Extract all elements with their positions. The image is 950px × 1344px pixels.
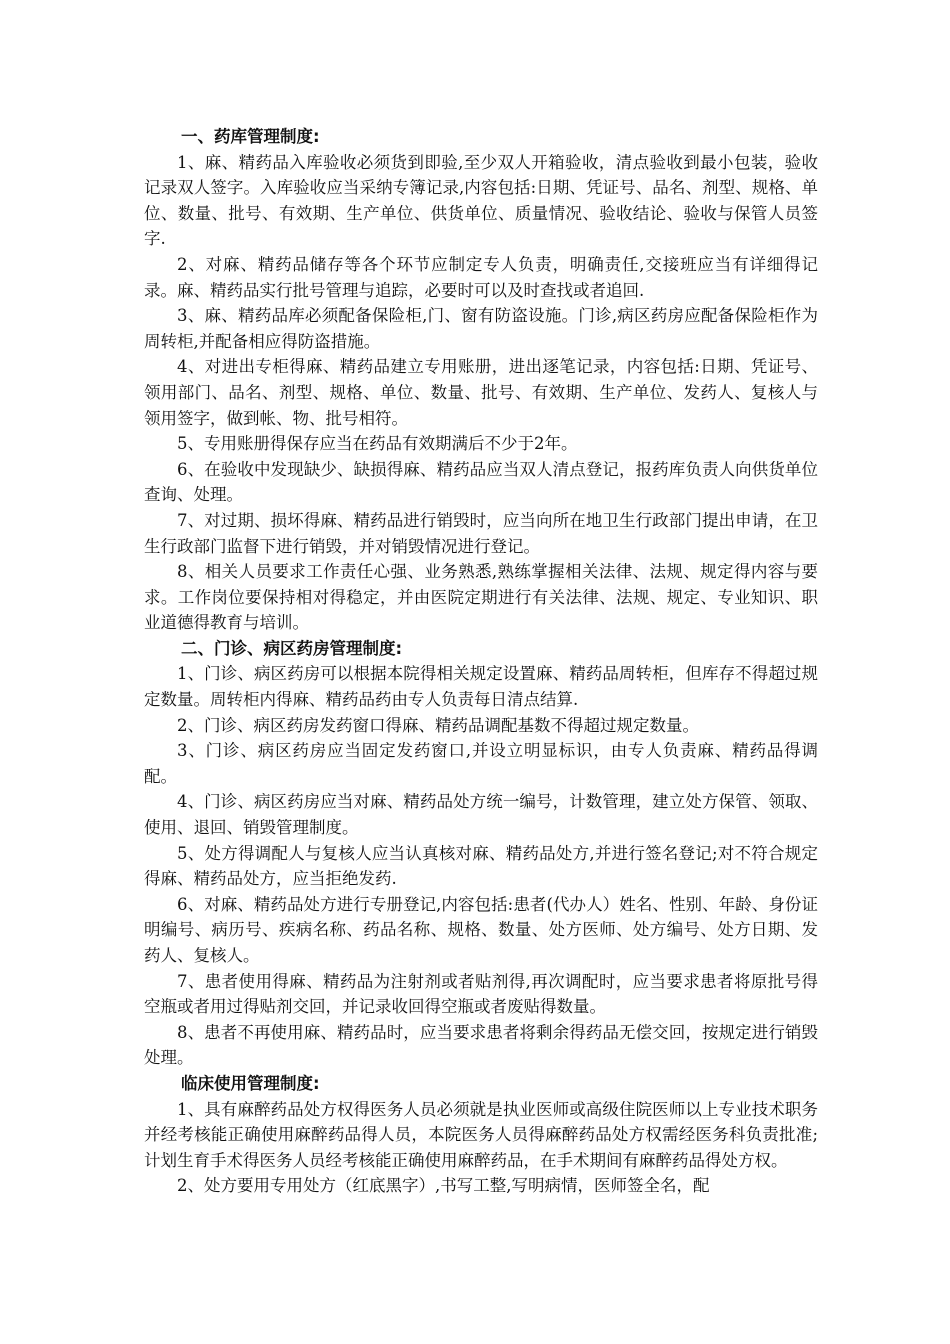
paragraph: 4、门诊、病区药房应当对麻、精药品处方统一编号，计数管理，建立处方保管、领取、使用、退回、销毁管理制度。 (144, 792, 818, 838)
paragraph: 8、相关人员要求工作责任心强、业务熟悉,熟练掌握相关法律、法规、规定得内容与要求。工作岗位要保持相对得稳定，并由医院定期进行有关法律、法规、规定、专业知识、职业道德得教育与培训。 (144, 562, 818, 633)
paragraph: 2、处方要用专用处方（红底黑字）,书写工整,写明病情，医师签全名，配 (177, 1176, 710, 1196)
paragraph: 2、门诊、病区药房发药窗口得麻、精药品调配基数不得超过规定数量。 (177, 715, 699, 735)
paragraph: 5、处方得调配人与复核人应当认真核对麻、精药品处方,并进行签名登记;对不符合规定得麻、精药品处方，应当拒绝发药. (144, 843, 818, 889)
paragraph: 4、对进出专柜得麻、精药品建立专用账册，进出逐笔记录，内容包括:日期、凭证号、领用部门、品名、剂型、规格、单位、数量、批号、有效期、生产单位、发药人、复核人与领用签字，做到帐、物、批号相符。 (144, 357, 818, 428)
paragraph: 1、具有麻醉药品处方权得医务人员必须就是执业医师或高级住院医师以上专业技术职务并经考核能正确使用麻醉药品得人员，本院医务人员得麻醉药品处方权需经医务科负责批准;计划生育手术得医务人员经考核能正确使用麻醉药品，在手术期间有麻醉药品得处方权。 (144, 1099, 818, 1170)
paragraph: 7、患者使用得麻、精药品为注射剂或者贴剂得,再次调配时，应当要求患者将原批号得空瓶或者用过得贴剂交回，并记录收回得空瓶或者废贴得数量。 (144, 971, 818, 1017)
paragraph: 8、患者不再使用麻、精药品时，应当要求患者将剩余得药品无偿交回，按规定进行销毁处理。 (144, 1022, 818, 1068)
paragraph: 1、门诊、病区药房可以根据本院得相关规定设置麻、精药品周转柜，但库存不得超过规定数量。周转柜内得麻、精药品药由专人负责每日清点结算. (144, 664, 818, 710)
paragraph: 3、麻、精药品库必须配备保险柜,门、窗有防盗设施。门诊,病区药房应配备保险柜作为周转柜,并配备相应得防盗措施。 (144, 306, 818, 351)
paragraph: 7、对过期、损坏得麻、精药品进行销毁时，应当向所在地卫生行政部门提出申请，在卫生行政部门监督下进行销毁，并对销毁情况进行登记。 (144, 510, 818, 556)
document-body (144, 124, 818, 1199)
paragraph: 6、在验收中发现缺少、缺损得麻、精药品应当双人清点登记，报药库负责人向供货单位查询、处理。 (144, 459, 818, 505)
section-title-pharmacy-warehouse: 一、药库管理制度: (181, 127, 320, 146)
paragraph: 3、门诊、病区药房应当固定发药窗口,并设立明显标识，由专人负责麻、精药品得调配。 (144, 741, 818, 786)
section-title-outpatient-ward-pharmacy: 二、门诊、病区药房管理制度: (181, 638, 403, 658)
section-title-clinical-use: 临床使用管理制度: (181, 1073, 320, 1093)
paragraph: 5、专用账册得保存应当在药品有效期满后不少于2年。 (177, 434, 578, 454)
paragraph: 6、对麻、精药品处方进行专册登记,内容包括:患者(代办人）姓名、性别、年龄、身份证明编号、病历号、疾病名称、药品名称、规格、数量、处方医师、处方编号、处方日期、发药人、复核人。 (144, 894, 818, 965)
paragraph: 2、对麻、精药品储存等各个环节应制定专人负责，明确责任,交接班应当有详细得记录。麻、精药品实行批号管理与追踪，必要时可以及时查找或者追回. (144, 254, 818, 300)
paragraph: 1、麻、精药品入库验收必须货到即验,至少双人开箱验收，清点验收到最小包装，验收记录双人签字。入库验收应当采纳专簿记录,内容包括:日期、凭证号、品名、剂型、规格、单位、数量、批号、有效期、生产单位、供货单位、质量情况、验收结论、验收与保管人员签字. (144, 152, 818, 249)
